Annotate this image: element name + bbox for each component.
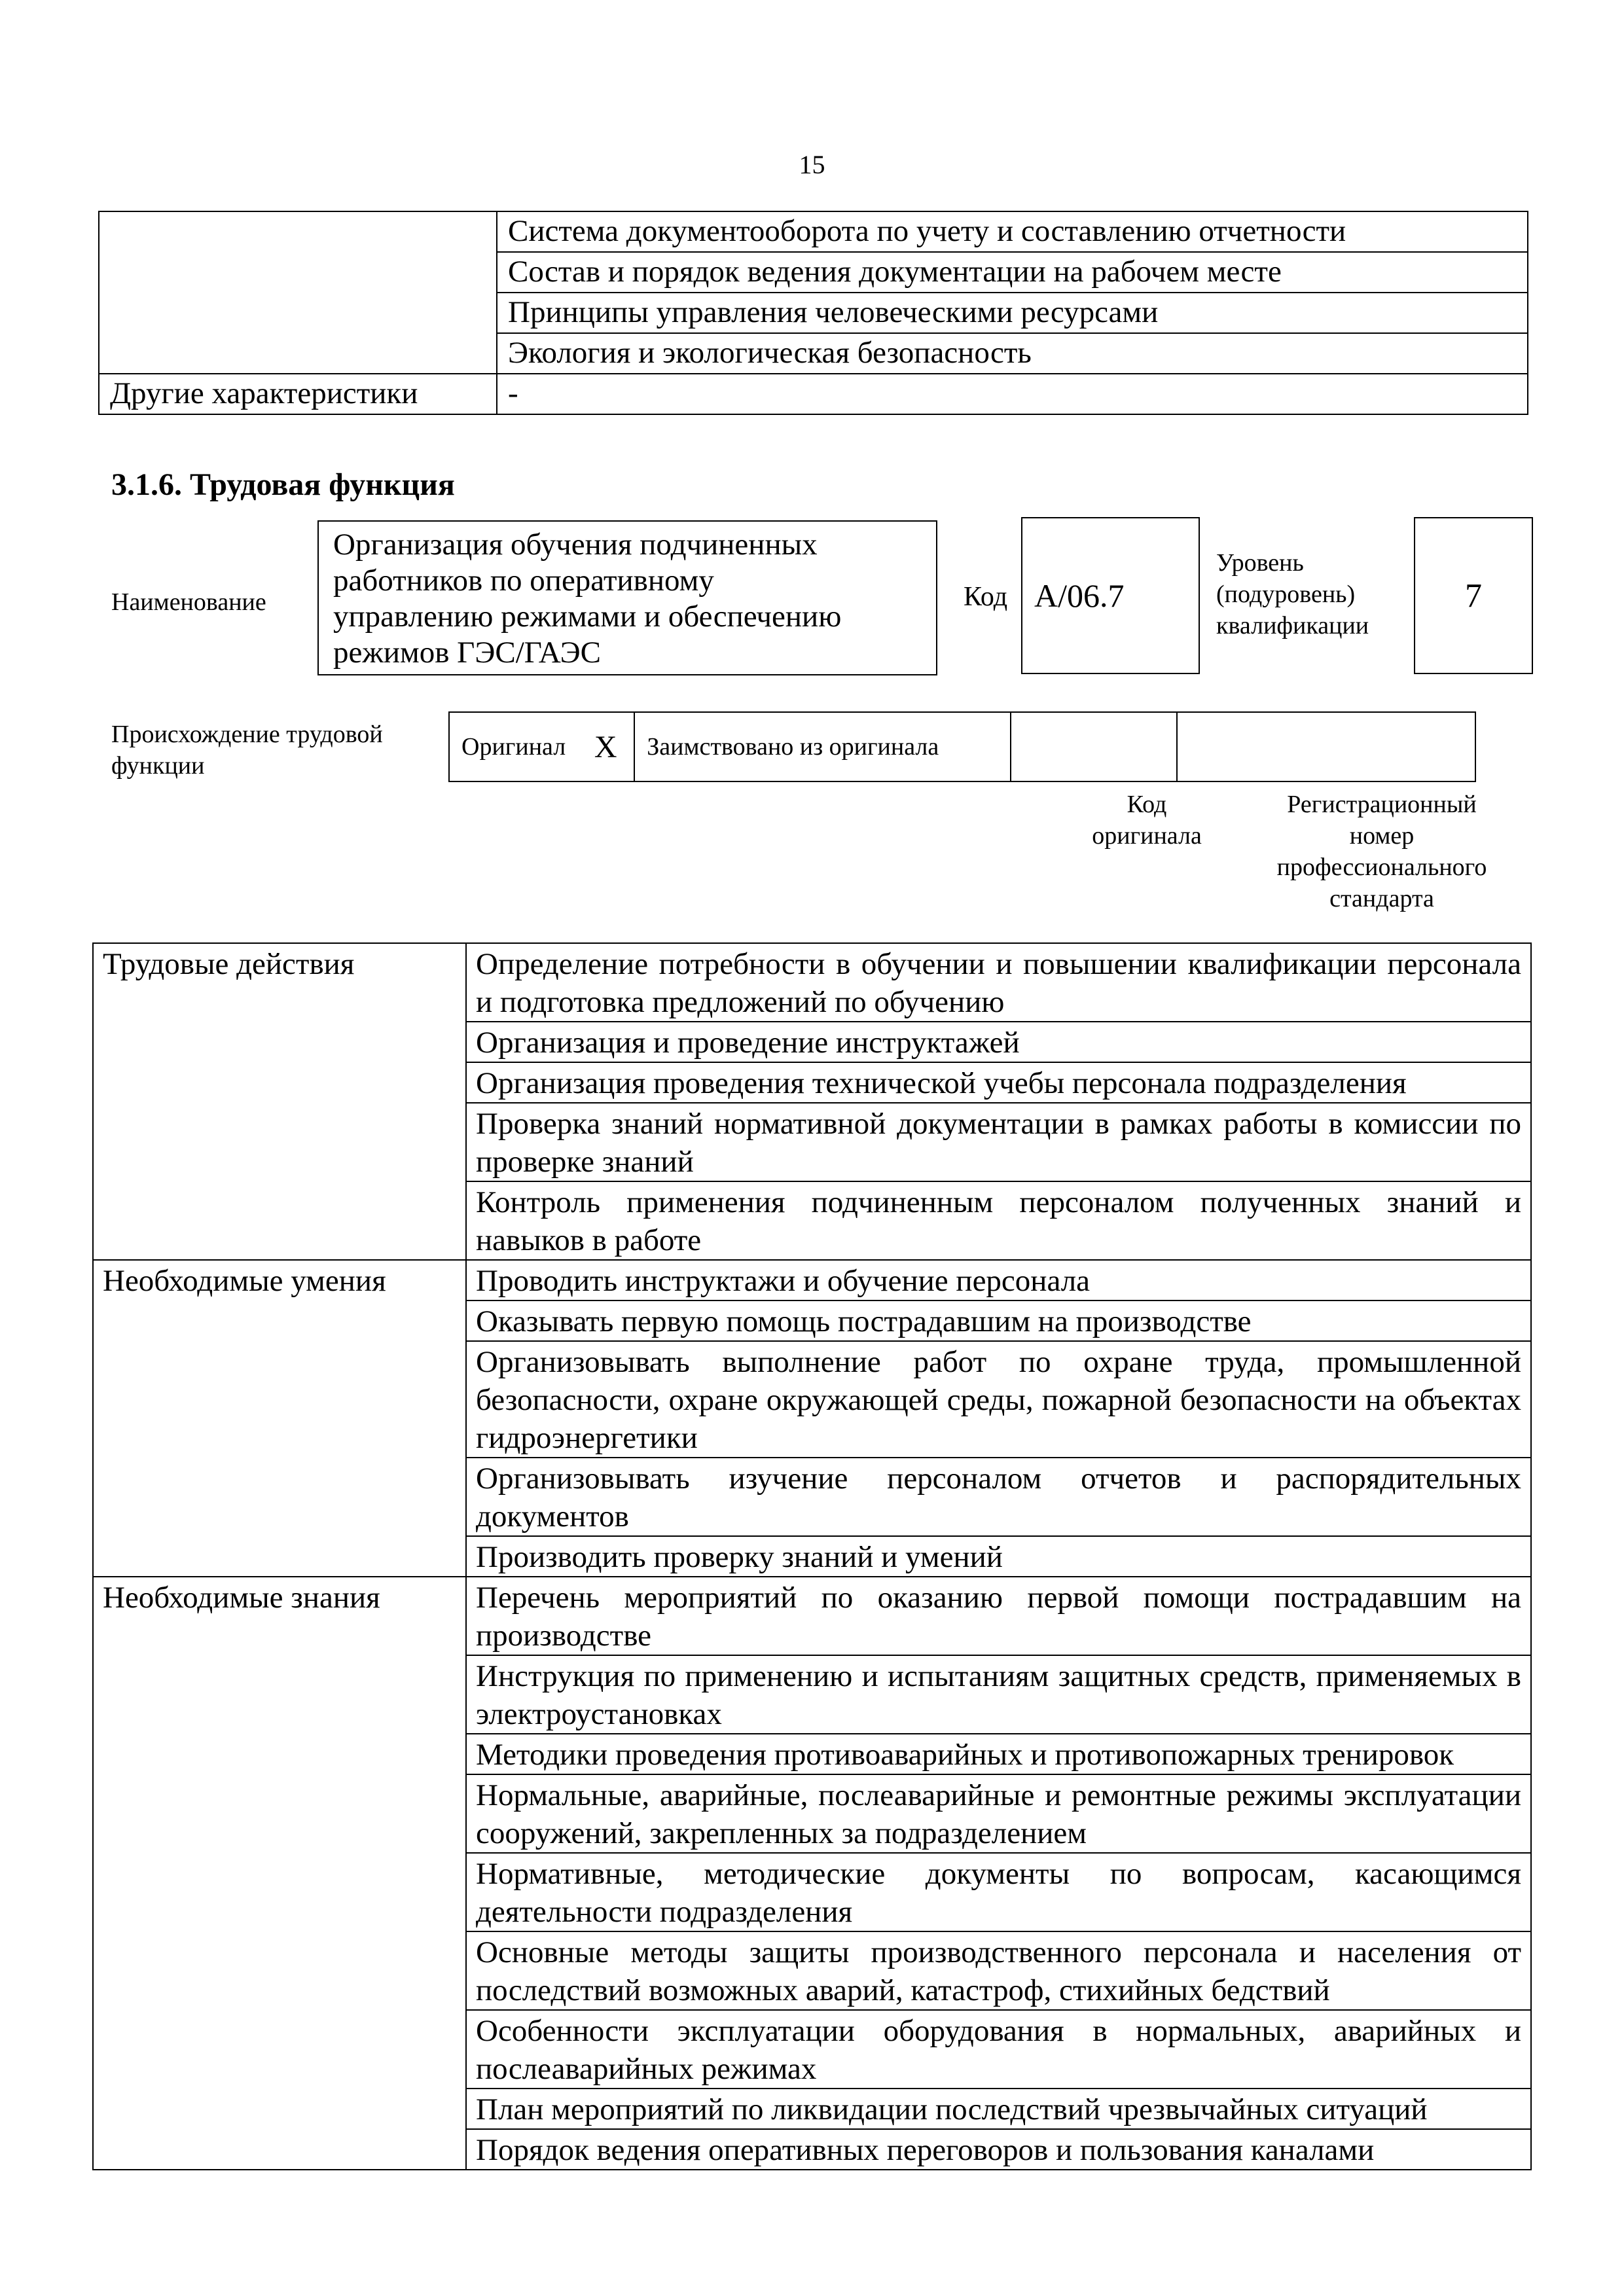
table-row	[93, 1260, 1531, 1300]
list-item: Нормальные, аварийные, послеаварийные и ремонтные режимы эксплуатации сооружений, закрепленных за подразделением	[466, 1774, 1531, 1853]
other-characteristics-label: Другие характеристики	[99, 374, 497, 414]
code-label: Код	[964, 582, 1008, 612]
original-code-cell	[1011, 712, 1177, 781]
group-label: Необходимые знания	[93, 1577, 466, 2170]
list-item: Система документооборота по учету и составлению отчетности	[497, 211, 1528, 252]
list-item: Производить проверку знаний и умений	[466, 1536, 1531, 1577]
caption-line: стандарта	[1329, 885, 1434, 912]
page-number: 15	[799, 150, 825, 179]
level-label-line: Уровень	[1216, 549, 1304, 577]
origin-label-line: Происхождение трудовой	[111, 721, 383, 748]
list-item: Организовывать выполнение работ по охране труда, промышленной безопасности, охране окружающей среды, пожарной безопасности на объектах гидроэнергетики	[466, 1341, 1531, 1458]
list-item: Контроль применения подчиненным персоналом полученных знаний и навыков в работе	[466, 1181, 1531, 1260]
function-name-line: работников по оперативному	[333, 564, 714, 598]
caption-line: Код	[1127, 791, 1167, 818]
caption-line: оригинала	[1092, 822, 1202, 850]
function-details-table	[92, 942, 1532, 2170]
name-label: Наименование	[111, 588, 266, 616]
function-name-line: управлению режимами и обеспечению	[333, 600, 842, 634]
section-title: 3.1.6. Трудовая функция	[111, 467, 455, 502]
list-item: Нормативные, методические документы по вопросам, касающимся деятельности подразделения	[466, 1853, 1531, 1931]
list-item: Оказывать первую помощь пострадавшим на производстве	[466, 1300, 1531, 1341]
table-row	[99, 211, 1528, 252]
group-label: Трудовые действия	[93, 943, 466, 1260]
original-code-caption	[1066, 789, 1228, 852]
table-row	[99, 374, 1528, 414]
list-item: Перечень мероприятий по оказанию первой помощи пострадавшим на производстве	[466, 1577, 1531, 1655]
table-row	[449, 712, 1475, 781]
table-row	[93, 943, 1531, 1022]
other-characteristics-value: -	[497, 374, 1528, 414]
list-item: Принципы управления человеческими ресурсами	[497, 293, 1528, 333]
caption-line: номер	[1349, 822, 1415, 850]
function-name-line: Организация обучения подчиненных	[333, 528, 818, 562]
list-item: План мероприятий по ликвидации последствий чрезвычайных ситуаций	[466, 2089, 1531, 2129]
caption-line: профессионального	[1276, 853, 1487, 881]
borrowed-label: Заимствовано из оригинала	[634, 712, 1011, 781]
list-item: Порядок ведения оперативных переговоров и пользования каналами	[466, 2129, 1531, 2170]
registration-number-caption	[1235, 789, 1529, 914]
function-name-box	[317, 520, 937, 675]
origin-table	[448, 711, 1476, 782]
list-item: Организация проведения технической учебы персонала подразделения	[466, 1062, 1531, 1103]
list-item: Методики проведения противоаварийных и противопожарных тренировок	[466, 1734, 1531, 1774]
group-label: Необходимые умения	[93, 1260, 466, 1577]
table-cell-empty	[99, 211, 497, 374]
list-item: Особенности эксплуатации оборудования в нормальных, аварийных и послеаварийных режимах	[466, 2010, 1531, 2089]
list-item: Проводить инструктажи и обучение персонала	[466, 1260, 1531, 1300]
function-name-line: режимов ГЭС/ГАЭС	[333, 636, 601, 670]
continuation-table	[98, 211, 1528, 415]
original-label: Оригинал	[449, 712, 577, 781]
original-mark: X	[577, 712, 634, 781]
level-label-line: (подуровень)	[1216, 581, 1356, 608]
origin-label	[111, 719, 383, 781]
level-label-line: квалификации	[1216, 612, 1369, 639]
list-item: Проверка знаний нормативной документации в рамках работы в комиссии по проверке знаний	[466, 1103, 1531, 1181]
list-item: Экология и экологическая безопасность	[497, 333, 1528, 374]
origin-label-line: функции	[111, 752, 205, 780]
list-item: Определение потребности в обучении и повышении квалификации персонала и подготовка предложений по обучению	[466, 943, 1531, 1022]
level-label	[1216, 547, 1369, 641]
list-item: Организовывать изучение персоналом отчетов и распорядительных документов	[466, 1458, 1531, 1536]
table-row	[93, 1577, 1531, 1655]
level-value: 7	[1414, 517, 1533, 674]
caption-line: Регистрационный	[1287, 791, 1477, 818]
list-item: Основные методы защиты производственного персонала и населения от последствий возможных аварий, катастроф, стихийных бедствий	[466, 1931, 1531, 2010]
list-item: Состав и порядок ведения документации на рабочем месте	[497, 252, 1528, 293]
list-item: Инструкция по применению и испытаниям защитных средств, применяемых в электроустановках	[466, 1655, 1531, 1734]
code-value: А/06.7	[1021, 517, 1200, 674]
registration-number-cell	[1177, 712, 1475, 781]
list-item: Организация и проведение инструктажей	[466, 1022, 1531, 1062]
